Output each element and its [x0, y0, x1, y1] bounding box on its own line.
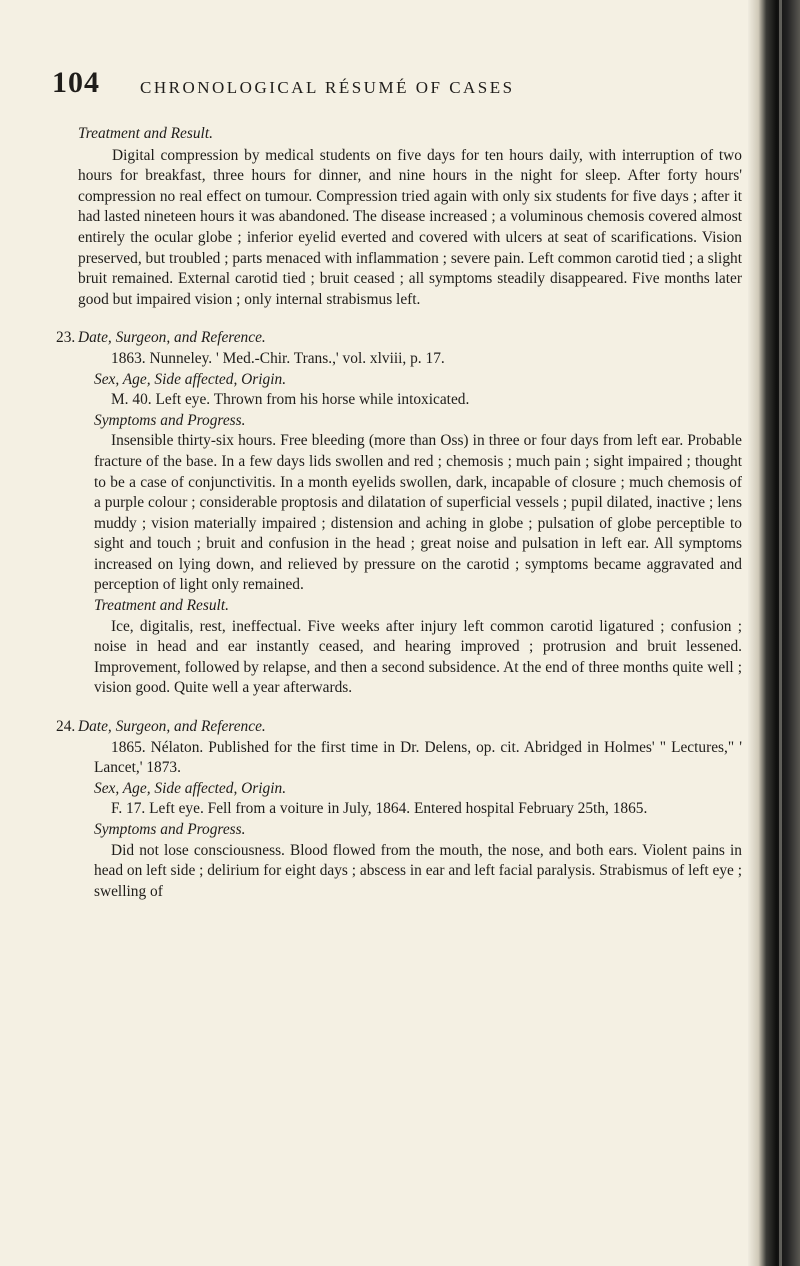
paragraph: 1865. Nélaton. Published for the first time in Dr. Delens, op. cit. Abridged in Holmes' " Lectures," ' Lancet,' 1873. [94, 738, 742, 777]
paragraph: F. 17. Left eye. Fell from a voiture in July, 1864. Entered hospital February 25th, 1865. [111, 800, 648, 818]
paragraph: 1863. Nunneley. ' Med.-Chir. Trans.,' vol. xlviii, p. 17. [111, 349, 445, 367]
case-origin [94, 390, 742, 411]
paragraph: Did not lose consciousness. Blood flowed from the mouth, the nose, and both ears. Violent pains in head on left side ; delirium for eight days ; abscess in ear and left facial paralysis. Strabismus of left eye ; swelling of [94, 841, 742, 900]
case-reference [94, 738, 742, 779]
paragraph: Ice, digitalis, rest, ineffectual. Five weeks after injury left common carotid ligatured ; confusion ; noise in head and ear instantly ceased, and hearing improved ; protrusion and bruit lessened. Improvement, followed by relapse, and then a second subsidence. At the end of three months quite well ; vision good. Quite well a year afterwards. [94, 617, 742, 697]
book-spine-shadow [748, 0, 800, 1266]
case-heading: Date, Surgeon, and Reference. [78, 718, 266, 736]
section-heading: Symptoms and Progress. [94, 821, 246, 838]
paragraph: Insensible thirty-six hours. Free bleeding (more than Oss) in three or four days from left ear. Probable fracture of the base. In a few days lids swollen and red ; chemosis ; much pain ; sight impaired ; thought to be a case of conjunctivitis. In a month eyelids swollen, dark, incapable of closure ; much chemosis of a purple colour ; considerable proptosis and dilatation of superficial vessels ; pupil dilated, inactive ; lens muddy ; vision materially impaired ; distension and aching in globe ; pulsation of globe perceptible to sight and touch ; bruit and confusion in the head ; great noise and pulsation in left ear. All symptoms increased on lying down, and relieved by pressure on the carotid ; symptoms became aggravated and perception of light only remained. [94, 432, 742, 594]
paragraph: M. 40. Left eye. Thrown from his horse while intoxicated. [111, 391, 470, 409]
page-header [52, 66, 740, 106]
case-number: 23. [56, 329, 76, 347]
case-23 [56, 328, 742, 699]
page-body [56, 124, 742, 902]
case-origin [94, 799, 742, 820]
case-24 [56, 717, 742, 902]
case-title [56, 328, 742, 349]
section-heading: Treatment and Result. [78, 125, 213, 142]
paragraph: Digital compression by medical students on five days for ten hours daily, with interruption of two hours for breakfast, three hours for dinner, and nine hours in the night for sleep. After forty hours' compression no real effect on tumour. Compression tried again with only six students for five days ; after it had lasted nineteen hours it was abandoned. The disease increased ; a voluminous chemosis covered almost entirely the ocular globe ; inferior eyelid everted and covered with ulcers at seat of scarifications. Vision preserved, but troubled ; parts menaced with inflammation ; severe pain. Left common carotid tied ; a slight bruit remained. External carotid tied ; bruit ceased ; all symptoms steadily disappeared. Five months later good but impaired vision ; only internal strabismus left. [78, 146, 742, 308]
case-number: 24. [56, 718, 76, 736]
section-heading: Sex, Age, Side affected, Origin. [94, 370, 287, 388]
treatment-intro-section [78, 124, 742, 310]
case-symptoms [94, 431, 742, 596]
case-reference [94, 349, 742, 370]
case-symptoms [94, 841, 742, 903]
running-head: CHRONOLOGICAL RÉSUMÉ OF CASES [140, 78, 515, 97]
spine-highlight [779, 0, 782, 1266]
section-heading: Sex, Age, Side affected, Origin. [94, 779, 287, 797]
section-heading: Treatment and Result. [94, 597, 229, 615]
section-heading: Symptoms and Progress. [94, 411, 246, 429]
case-treatment [94, 617, 742, 699]
page-number: 104 [52, 66, 100, 99]
case-title [56, 717, 742, 738]
case-heading: Date, Surgeon, and Reference. [78, 329, 266, 347]
